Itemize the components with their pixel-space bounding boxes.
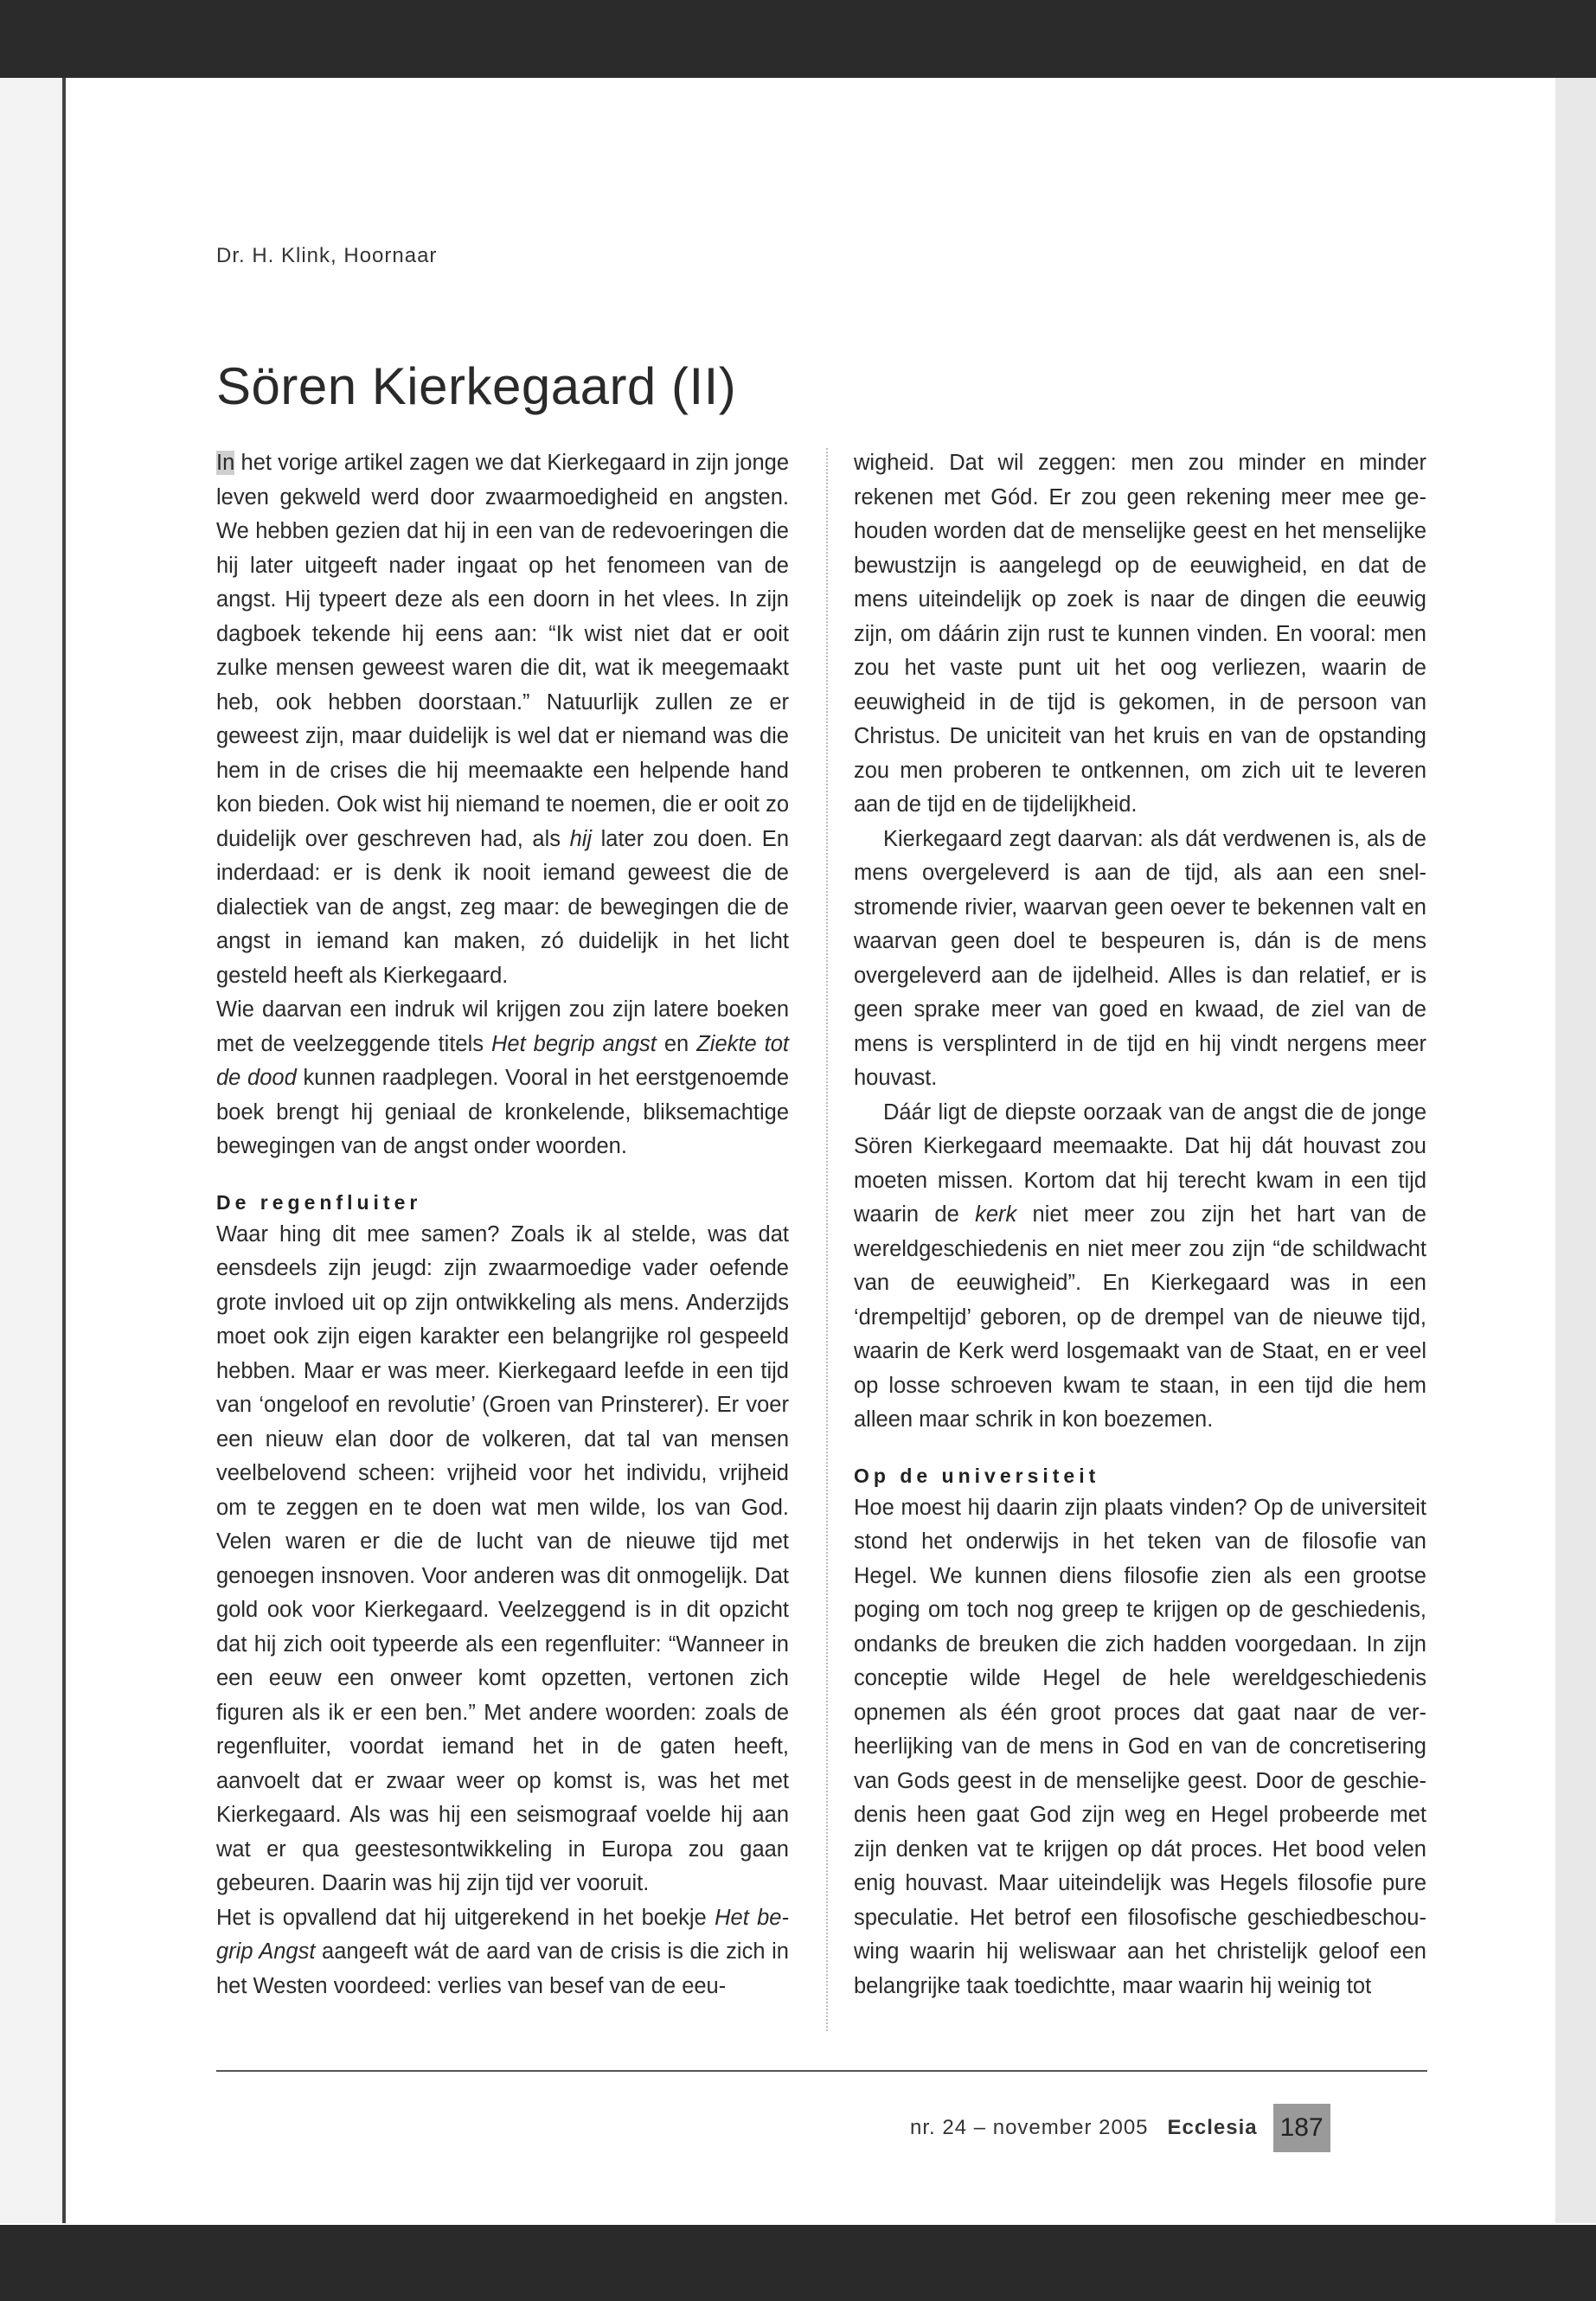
scan-right-edge — [1555, 78, 1596, 2223]
paragraph: Het is opvallend dat hij uitgerekend in het boekje Het begrip Angst aangeeft wát de aard van de crisis is die zich in het Westen voordeed: verlies van besef van de eeu- — [216, 1905, 789, 1998]
paragraph: Dáár ligt de diepste oorzaak van de angst die de jonge Sören Kierkegaard meemaakte. Dat hij dát houvast zou moeten missen. Kortom dat hij terecht kwam in een tijd waarin de kerk niet meer zou zijn het hart van de wereldgeschiedenis en niet meer zou zijn “de schildwacht van de eeuwigheid”. En Kierkegaard was in een ‘drempeltijd’ geboren, op de drempel van de nieuwe tijd, waarin de Kerk werd losgemaakt van de Staat, en er veel op losse schroeven kwam te staan, in een tijd die hem alleen maar schrik in kon boezemen. — [854, 1099, 1426, 1432]
left-column — [216, 446, 789, 2003]
column-divider — [826, 448, 828, 2031]
right-column — [854, 446, 1426, 2003]
paragraph: Hoe moest hij daarin zijn plaats vinden? Op de universiteit stond het onderwijs in het teken van de filosofie van Hegel. We kunnen diens filosofie zien als een grootse poging om toch nog greep te krijgen op de geschiedenis, ondanks de breuken die zich hadden voorgedaan. In zijn conceptie wilde Hegel de hele wereldgeschiedenis opnemen als één groot proces dat gaat naar de verheerlijking van de mens in God en van de concretisering van Gods geest in de menselijke geest. Door de geschiedenis heen gaat God zijn weg en Hegel probeerde met zijn denken vat te krijgen op dát proces. Het bood velen enig houvast. Maar uiteindelijk was Hegels filosofie pure speculatie. Het betrof een filosofische geschiedbeschouwing waarin hij weliswaar aan het christelijk geloof een belangrijke taak toedichtte, maar waarin hij weinig tot — [854, 1495, 1426, 1998]
drop-cap: In — [216, 451, 235, 475]
author-line: Dr. H. Klink, Hoornaar — [216, 244, 438, 267]
scan-left-edge — [0, 78, 66, 2223]
scan-top-border — [0, 0, 1596, 78]
article-title: Sören Kierkegaard (II) — [216, 357, 737, 416]
paragraph: Kierkegaard zegt daarvan: als dát verdwenen is, als de mens overgeleverd is aan de tijd, als aan een snelstromende rivier, waarvan geen oever te bekennen valt en waarvan geen doel te bespeuren is, dán is de mens overgeleverd aan de ijdelheid. Alles is dan relatief, er is geen sprake meer van goed en kwaad, de ziel van de mens is versplinterd in de tijd en hij vindt nergens meer houvast. — [854, 826, 1426, 1090]
page-number: 187 — [1273, 2104, 1330, 2152]
footer-rule — [216, 2070, 1427, 2072]
paragraph: Waar hing dit mee samen? Zoals ik al stelde, was dat eensdeels zijn jeugd: zijn zwaarmoedige vader oefende grote invloed uit op zijn ontwikkeling als mens. Anderzijds moet ook zijn eigen karakter een belangrijke rol gespeeld hebben. Maar er was meer. Kierkegaard leefde in een tijd van ‘ongeloof en revolutie’ (Groen van Prinsterer). Er voer een nieuw elan door de volkeren, dat tal van mensen veelbelovend scheen: vrijheid voor het individu, vrijheid om te zeggen en te doen wat men wilde, los van God. Velen waren er die de lucht van de nieuwe tijd met genoegen insnoven. Voor anderen was dit onmogelijk. Dat gold ook voor Kierkegaard. Veelzeggend is in dit opzicht dat hij zich ooit typeerde als een regenfluiter: “Wanneer in een eeuw een onweer komt opzetten, vertonen zich figuren als ik er een ben.” Met andere woorden: zoals de regenfluiter, voordat iemand het in de gaten heeft, aanvoelt dat er zwaar weer op komst is, was het met Kierkegaard. Als was hij een seismograaf voelde hij aan wat er qua geestesontwikkeling in Europa zou gaan gebeuren. Daarin was hij zijn tijd ver vooruit. — [216, 1221, 789, 1895]
section-heading: De regenfluiter — [216, 1190, 422, 1214]
magazine-name: Ecclesia — [1167, 2116, 1258, 2139]
issue-info: nr. 24 – november 2005 — [910, 2116, 1149, 2139]
paragraph: Wie daarvan een indruk wil krijgen zou zijn latere boeken met de veelzeggende titels Het begrip angst en Ziekte tot de dood kunnen raadplegen. Vooral in het eerstgenoemde boek brengt hij geniaal de kronkelende, bliksemachtige bewegingen van de angst onder woorden. — [216, 997, 789, 1158]
scan-bottom-border — [0, 2225, 1596, 2301]
page-footer — [910, 2104, 1330, 2152]
paragraph: wigheid. Dat wil zeggen: men zou minder en minder rekenen met Gód. Er zou geen rekening meer mee gehouden worden dat de menselijke geest en het menselijke bewustzijn is aangelegd op de eeuwigheid, en dat de mens uiteindelijk op zoek is naar de dingen die eeuwig zijn, om dáárin zijn rust te kunnen vinden. En vooral: men zou het vaste punt uit het oog verliezen, waarin de eeuwigheid in de tijd is gekomen, in de persoon van Christus. De uniciteit van het kruis en van de opstanding zou men proberen te ontkennen, om zich uit te leveren aan de tijd en de tijdelijkheid. — [854, 451, 1426, 817]
section-heading: Op de universiteit — [854, 1464, 1100, 1487]
paragraph: In het vorige artikel zagen we dat Kierkegaard in zijn jonge leven gekweld werd door zwaarmoedigheid en angsten. We hebben gezien dat hij in een van de redevoeringen die hij later uitgeeft nader ingaat op het fenomeen van de angst. Hij typeert deze als een doorn in het vlees. In zijn dagboek tekende hij eens aan: “Ik wist niet dat er ooit zulke mensen geweest waren die dit, wat ik meegemaakt heb, ook hebben doorstaan.” Natuurlijk zullen ze er geweest zijn, maar duidelijk is wel dat er niemand was die hem in de crises die hij meemaakte een helpende hand kon bieden. Ook wist hij niemand te noemen, die er ooit zo duidelijk over geschreven had, als hij later zou doen. En inderdaad: er is denk ik nooit iemand geweest die de dialectiek van de angst, zeg maar: de bewegingen die de angst in iemand kan maken, zó duidelijk in het licht gesteld heeft als Kierkegaard. — [216, 451, 789, 988]
